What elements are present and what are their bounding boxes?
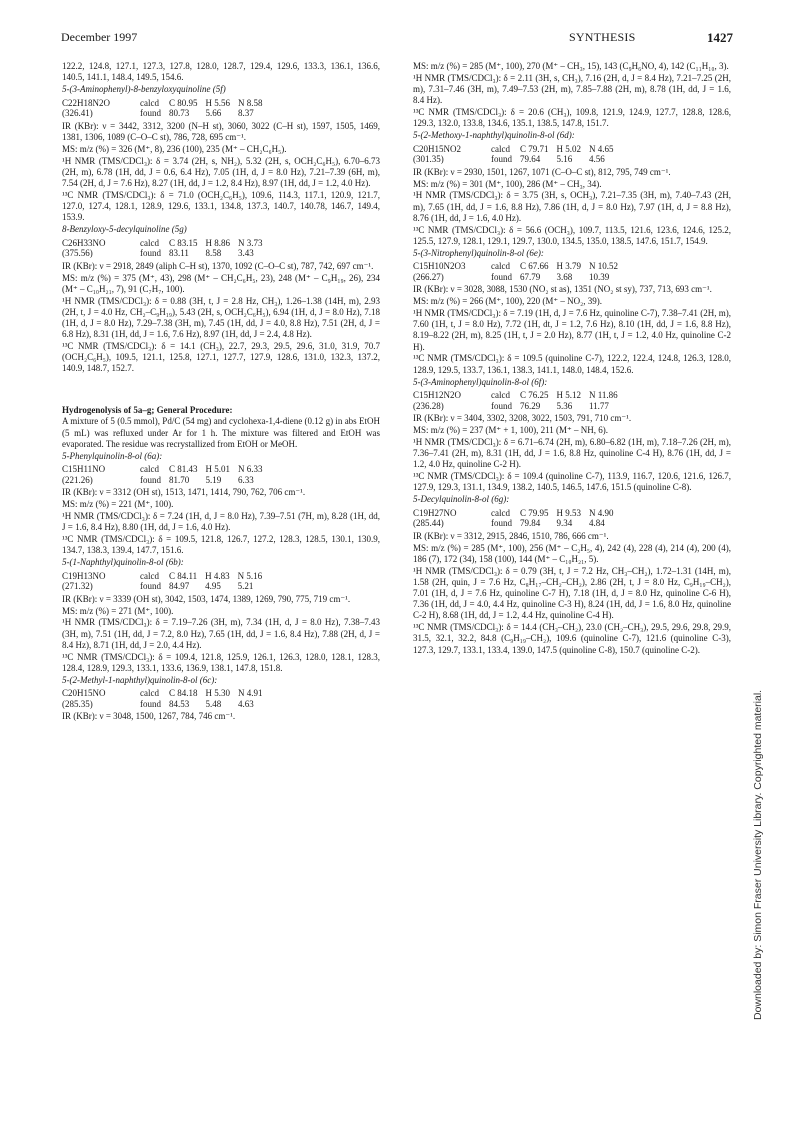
compound-6c-section [62, 675, 380, 723]
analysis-cell: N 10.52 [589, 261, 619, 272]
analysis-cell: N 3.73 [238, 237, 263, 248]
analysis-cell: 5.19 [205, 474, 222, 485]
hnmr-data: ¹H NMR (TMS/CDCl₃): δ = 0.88 (3H, t, J = 2.8 Hz, CH₃), 1.26–1.38 (14H, m), 2.93 (2H, t, J = 4.0 Hz, CH₂–C₉H₁₉), 5.43 (2H, s, OCH₂C₆H₅), 6.94 (1H, d, J = 8.0 Hz), 7.18 (1H, d, J = 8.0 Hz), 7.29–7.38 (3H, m), 7.45 (1H, dd, J = 4.0, 8.8 Hz), 7.51 (2H, d, J = 6.8 Hz), 8.31 (1H, dd, J = 1.6, 7.6 Hz), 8.97 (1H, dd, J = 2.4, 4.8 Hz). [62, 295, 380, 340]
ms-data: MS: m/z (%) = 301 (M⁺, 100), 286 (M⁺ – CH₃, 34). [413, 178, 602, 189]
cnmr-data: ¹³C NMR (TMS/CDCl₃): δ = 109.4, 121.8, 125.9, 126.1, 126.3, 128.0, 128.1, 128.3, 128.4, 128.9, 129.3, 133.1, 133.6, 136.9, 138.1, 147.8, 151.8. [62, 651, 380, 673]
compound-title: 5-(2-Methyl-1-naphthyl)quinolin-8-ol (6c): [62, 675, 218, 685]
hnmr-data: ¹H NMR (TMS/CDCl₃): δ = 6.71–6.74 (2H, m), 6.80–6.82 (1H, m), 7.18–7.26 (2H, m), 7.36–7.41 (2H, m), 8.31 (1H, dd, J = 1.6, 8.8 Hz, quinoline C-4 H), 8.76 (1H, dd, J = 1.2, 4.0 Hz, quinoline C-2 H). [413, 436, 731, 470]
ir-data: IR (KBr): ν = 3028, 3088, 1530 (NO₂ st as), 1351 (NO₂ st sy), 737, 713, 693 cm⁻¹. [413, 284, 712, 295]
hnmr-data: ¹H NMR (TMS/CDCl₃): δ = 3.74 (2H, s, NH₂), 5.32 (2H, s, OCH₂C₆H₅), 6.70–6.73 (2H, m), 6.78 (1H, dd, J = 0.6, 6.4 Hz), 7.05 (1H, d, J = 8.0 Hz), 7.21–7.39 (6H, m), 7.54 (2H, d, J = 7.6 Hz), 8.27 (1H, dd, J = 1.2, 8.4 Hz), 8.97 (1H, dd, J = 1.2, 4.0 Hz). [62, 155, 380, 188]
analysis-cell: 81.70 [169, 474, 190, 485]
analysis-cell: H 5.30 [205, 688, 231, 699]
analysis-cell: found [491, 271, 512, 282]
analysis-cell: C15H12N2O [413, 390, 462, 400]
compound-title: 8-Benzyloxy-5-decylquinoline (5g) [62, 224, 187, 235]
analysis-cell: N 4.90 [589, 507, 614, 518]
cnmr-data: ¹³C NMR (TMS/CDCl₃): δ = 109.4 (quinoline C-7), 113.9, 116.7, 120.6, 121.6, 126.7, 127.9, 129.3, 131.1, 134.9, 138.2, 140.5, 146.5, 147.6, 151.5 (quinoline C-8). [413, 470, 731, 493]
compound-title: 5-Phenylquinolin-8-ol (6a): [62, 451, 163, 462]
analysis-cell: N 4.65 [589, 143, 614, 154]
analysis-cell: C20H15NO2 [413, 143, 462, 154]
analysis-cell: C22H18N2O [62, 97, 111, 108]
analysis-cell: C 84.11 [169, 570, 198, 581]
ms-data: MS: m/z (%) = 285 (M⁺, 100), 270 (M⁺ – CH₃, 15), 143 (C₉H₆NO, 4), 142 (C₁₁H₁₀, 3). [413, 61, 729, 71]
analysis-cell: 67.79 [520, 271, 541, 282]
ms-data: MS: m/z (%) = 271 (M⁺, 100). [62, 605, 174, 616]
analysis-row-calcd [413, 261, 626, 272]
analysis-cell: 80.73 [169, 108, 190, 119]
cnmr-data: ¹³C NMR (TMS/CDCl₃): δ = 109.5 (quinoline C-7), 122.2, 122.4, 124.8, 126.3, 128.0, 128.9, 129.5, 133.7, 136.1, 138.3, 141.1, 148.0, 148.4, 152.6. [413, 353, 731, 375]
analysis-cell: H 5.56 [205, 97, 231, 108]
analysis-cell: found [140, 248, 161, 259]
analysis-row-calcd [62, 98, 271, 109]
hnmr-data: ¹H NMR (TMS/CDCl₃): δ = 3.75 (3H, s, OCH₃), 7.21–7.35 (3H, m), 7.40–7.43 (2H, m), 7.65 (1H, dd, J = 1.6, 8.8 Hz), 7.86 (1H, d, J = 8.0 Hz), 7.97 (1H, d, J = 8.8 Hz), 8.76 (1H, dd, J = 1.6, 4.0 Hz). [413, 190, 731, 223]
analysis-cell: C 79.95 [520, 507, 549, 518]
analysis-cell: calcd [491, 261, 510, 272]
compound-title: 5-(2-Methoxy-1-naphthyl)quinolin-8-ol (6d): [413, 130, 575, 141]
elemental-analysis-table [413, 508, 622, 529]
analysis-row-found [62, 475, 271, 486]
analysis-cell: H 8.86 [205, 237, 231, 248]
compound-6e-section [413, 248, 731, 376]
compound-title: 5-(3-Aminophenyl)-8-benzyloxyquinoline (5f) [62, 84, 226, 95]
analysis-cell: H 5.01 [205, 464, 231, 475]
analysis-row-calcd [62, 571, 270, 582]
analysis-cell: 5.21 [237, 581, 254, 592]
ir-data: IR (KBr): ν = 3404, 3302, 3208, 3022, 1503, 791, 710 cm⁻¹. [413, 413, 632, 424]
analysis-cell: (266.27) [413, 271, 444, 282]
analysis-cell: 6.33 [238, 474, 254, 485]
analysis-cell: H 5.02 [556, 143, 582, 154]
analysis-cell: found [140, 474, 161, 485]
analysis-cell: found [491, 154, 512, 165]
page-number: 1427 [707, 30, 733, 45]
cnmr-data: ¹³C NMR (TMS/CDCl₃): δ = 20.6 (CH₃), 109.8, 121.9, 124.9, 127.7, 128.8, 128.6, 129.3, 132.0, 133.8, 134.6, 135.1, 138.5, 147.8, 151.7. [413, 107, 731, 129]
cnmr-data: ¹³C NMR (TMS/CDCl₃): δ = 14.4 (CH₃–CH₂), 23.0 (CH₂–CH₃), 29.5, 29.6, 29.8, 29.9, 31.5, 32.1, 32.2, 84.8 (C₉H₁₉–CH₂), 109.6 (quinoline C-7), 121.6 (quinoline C-3), 127.3, 129.7, 133.1, 133.4, 139.0, 147.5 (quinoline C-8), 150.7 (quinoline C-2). [413, 622, 731, 655]
analysis-cell: C 83.15 [169, 237, 198, 248]
analysis-cell: (375.56) [62, 248, 93, 259]
analysis-cell: calcd [140, 237, 159, 248]
analysis-cell: N 4.91 [238, 688, 263, 699]
analysis-cell: calcd [140, 570, 159, 581]
ms-data: MS: m/z (%) = 221 (M⁺, 100). [62, 499, 174, 510]
journal-name: SYNTHESIS [569, 30, 636, 44]
cnmr-data: ¹³C NMR (TMS/CDCl₃): δ = 109.5, 121.8, 126.7, 127.2, 128.3, 128.5, 130.1, 130.9, 134.7, 138.3, 139.4, 147.7, 151.6. [62, 534, 380, 556]
analysis-row-calcd [413, 144, 622, 155]
download-watermark: Downloaded by: Simon Fraser University Library. Copyrighted material. [752, 689, 764, 1020]
analysis-cell: 5.16 [556, 154, 573, 165]
analysis-cell: C26H33NO [62, 237, 106, 248]
analysis-cell: N 5.16 [237, 570, 263, 581]
compound-5f-section [62, 84, 380, 223]
compound-6c-continued [413, 61, 731, 129]
compound-6g-section [413, 494, 731, 655]
analysis-cell: found [140, 108, 161, 119]
hnmr-data: ¹H NMR (TMS/CDCl₃): δ = 0.79 (3H, t, J = 7.2 Hz, CH₃–CH₂), 1.72–1.31 (14H, m), 1.58 (2H, quin, J = 7.6 Hz, C₈H₁₇–CH₂–CH₂), 2.86 (2H, t, J = 8.0 Hz, C₉H₁₉–CH₂), 7.01 (1H, d, J = 7.6 Hz, quinoline C-7 H), 7.18 (1H, d, J = 8.0 Hz, quinoline C-6 H), 7.36 (1H, dd, J = 4.0, 4.4 Hz, quinoline C-3 H), 8.24 (1H, dd, J = 1.6, 8.0 Hz, quinoline C-2 H), 8.68 (1H, dd, J = 1.2, 4.4 Hz, quinoline C-4 H). [413, 565, 731, 621]
analysis-cell: 79.84 [520, 518, 541, 529]
analysis-cell: 4.84 [589, 518, 605, 529]
ir-data: IR (KBr): ν = 3312 (OH st), 1513, 1471, 1414, 790, 762, 706 cm⁻¹. [62, 487, 306, 498]
analysis-cell: (285.35) [62, 698, 93, 709]
ir-data: IR (KBr): ν = 3442, 3312, 3200 (N–H st), 3060, 3022 (C–H st), 1597, 1505, 1469, 1381, 1306, 1089 (C–O–C st), 786, 728, 695 cm⁻¹. [62, 120, 380, 142]
ms-data: MS: m/z (%) = 285 (M⁺, 100), 256 (M⁺ – C₂H₅, 4), 242 (4), 228 (4), 214 (4), 200 (4), 186 (7), 172 (34), 158 (100), 144 (M⁺ – C₁₀H₂₁, 5). [413, 542, 731, 564]
elemental-analysis-table [62, 98, 271, 119]
analysis-cell: found [491, 518, 512, 529]
procedure-heading: Hydrogenolysis of 5a–g; General Procedure: [62, 404, 233, 415]
analysis-row-found [413, 518, 622, 529]
elemental-analysis-table [413, 261, 626, 282]
analysis-cell: 83.11 [169, 248, 189, 259]
procedure-text: A mixture of 5 (0.5 mmol), Pd/C (54 mg) and cyclohexa-1,4-diene (0.12 g) in abs EtOH (5 mL) was refluxed under Ar for 1 h. The mixture was filtered and EtOH was evaporated. The residue was recrystallized from EtOH or MeOH. [62, 416, 380, 449]
analysis-cell: 5.36 [556, 400, 573, 411]
compound-title: 5-Decylquinolin-8-ol (6g): [413, 494, 510, 505]
analysis-cell: 4.63 [238, 698, 254, 709]
compound-5g-section [62, 224, 380, 374]
analysis-row-calcd [413, 390, 626, 401]
analysis-cell: found [491, 400, 512, 411]
ms-data: MS: m/z (%) = 375 (M⁺, 43), 298 (M⁺ – CH₂C₆H₅, 23), 248 (M⁺ – C₉H₁₉, 26), 234 (M⁺ – C₁₀H₂₁, 7), 91 (C₇H₇, 100). [62, 272, 380, 294]
analysis-cell: 10.39 [589, 271, 610, 282]
analysis-cell: C15H11NO [62, 464, 106, 475]
ir-data: IR (KBr): ν = 3339 (OH st), 3042, 1503, 1474, 1389, 1269, 790, 775, 719 cm⁻¹. [62, 593, 351, 604]
ir-data: IR (KBr): ν = 3312, 2915, 2846, 1510, 786, 666 cm⁻¹. [413, 530, 609, 541]
analysis-row-calcd [62, 238, 271, 249]
analysis-cell: 3.68 [556, 271, 573, 282]
cnmr-data: ¹³C NMR (TMS/CDCl₃): δ = 56.6 (OCH₃), 109.7, 113.5, 121.6, 123.6, 124.6, 125.2, 125.5, 127.9, 128.1, 129.1, 129.7, 130.0, 134.5, 135.0, 138.5, 147.6, 151.7, 154.9. [413, 224, 731, 246]
analysis-cell: C19H13NO [62, 570, 106, 581]
analysis-cell: (285.44) [413, 518, 444, 529]
elemental-analysis-table [413, 144, 622, 165]
elemental-analysis-table [62, 688, 271, 709]
analysis-cell: C 80.95 [169, 97, 198, 108]
analysis-row-found [62, 248, 271, 259]
analysis-cell: N 8.58 [238, 97, 263, 108]
analysis-cell: (301.35) [413, 154, 444, 165]
ir-data: IR (KBr): ν = 2918, 2849 (aliph C–H st), 1370, 1092 (C–O–C st), 787, 742, 697 cm⁻¹. [62, 260, 374, 271]
ir-data: IR (KBr): ν = 2930, 1501, 1267, 1071 (C–O–C st), 812, 795, 749 cm⁻¹. [413, 166, 671, 177]
compound-6f-section [413, 377, 731, 494]
hnmr-data: ¹H NMR (TMS/CDCl₃): δ = 7.24 (1H, d, J = 8.0 Hz), 7.39–7.51 (7H, m), 8.28 (1H, dd, J = 1.6, 8.4 Hz), 8.80 (1H, dd, J = 1.6, 4.0 Hz). [62, 511, 380, 533]
cnmr-data: ¹³C NMR (TMS/CDCl₃): δ = 14.1 (CH₃), 22.7, 29.3, 29.5, 29.6, 31.0, 31.9, 70.7 (OCH₂C₆H₅), 109.5, 121.1, 125.8, 127.1, 127.7, 127.9, 128.6, 131.0, 132.3, 137.2, 140.9, 148.7, 152.7. [62, 341, 380, 374]
page-header [61, 30, 733, 46]
analysis-cell: 84.97 [169, 581, 190, 592]
analysis-cell: calcd [140, 688, 159, 699]
hnmr-data: ¹H NMR (TMS/CDCl₃): δ = 7.19 (1H, d, J = 7.6 Hz, quinoline C-7), 7.38–7.41 (2H, m), 7.60 (1H, t, J = 8.0 Hz), 7.72 (1H, dt, J = 1.2, 7.6 Hz), 8.10 (1H, dd, J = 1.6, 8.8 Hz), 8.19–8.22 (2H, m), 8.25 (1H, t, J = 2.0 Hz), 8.77 (1H, t, J = 1.2, 4.0 Hz, quinoline C-2 H). [413, 307, 731, 352]
analysis-cell: 76.29 [520, 400, 541, 411]
right-column [413, 61, 731, 656]
analysis-row-found [413, 401, 626, 412]
analysis-cell: 4.95 [205, 581, 221, 592]
general-procedure-section [62, 405, 380, 450]
ms-data: MS: m/z (%) = 266 (M⁺, 100), 220 (M⁺ – NO₂, 39). [413, 296, 602, 307]
analysis-cell: (221.26) [62, 474, 93, 485]
analysis-cell: calcd [491, 143, 510, 154]
analysis-cell: 5.66 [205, 108, 222, 119]
analysis-cell: 11.77 [589, 400, 609, 411]
compound-title: 5-(3-Aminophenyl)quinolin-8-ol (6f): [413, 376, 548, 387]
analysis-cell: calcd [140, 97, 159, 108]
elemental-analysis-table [62, 571, 270, 592]
analysis-cell: N 6.33 [238, 464, 263, 475]
analysis-cell: calcd [140, 464, 159, 475]
cnmr-data: ¹³C NMR (TMS/CDCl₃): δ = 71.0 (OCH₂C₆H₅), 109.6, 114.3, 117.1, 120.9, 121.7, 127.0, 127.4, 128.1, 128.9, 129.6, 133.1, 134.8, 137.3, 140.7, 140.78, 146.7, 149.4, 153.9. [62, 189, 380, 223]
ms-data: MS: m/z (%) = 326 (M⁺, 8), 236 (100), 235 (M⁺ – CH₂C₆H₅). [62, 143, 287, 154]
analysis-row-calcd [413, 508, 622, 519]
analysis-cell: calcd [491, 390, 510, 400]
analysis-cell: found [140, 581, 161, 592]
analysis-cell: H 4.83 [205, 570, 230, 581]
issue-date: December 1997 [61, 30, 138, 44]
analysis-cell: C15H10N2O3 [413, 261, 466, 272]
analysis-cell: 8.37 [238, 108, 254, 119]
elemental-analysis-table [62, 238, 271, 259]
analysis-cell: 8.58 [205, 248, 222, 259]
analysis-cell: N 11.86 [589, 390, 618, 400]
analysis-cell: (326.41) [62, 108, 93, 119]
analysis-cell: C 84.18 [169, 688, 198, 699]
compound-title: 5-(3-Nitrophenyl)quinolin-8-ol (6e): [413, 248, 544, 258]
analysis-row-found [62, 581, 270, 592]
analysis-cell: C 67.66 [520, 261, 549, 272]
analysis-cell: C 81.43 [169, 464, 198, 475]
elemental-analysis-table [413, 390, 626, 411]
elemental-analysis-table [62, 464, 271, 485]
ms-data: MS: m/z (%) = 237 (M⁺ + 1, 100), 211 (M⁺ – NH, 6). [413, 424, 609, 435]
continued-cnmr-text: 122.2, 124.8, 127.1, 127.3, 127.8, 128.0, 128.7, 129.4, 129.6, 133.3, 136.1, 136.6, 140.5, 141.1, 148.4, 149.5, 154.6. [62, 61, 380, 83]
analysis-cell: H 3.79 [556, 261, 582, 272]
analysis-row-found [413, 272, 626, 283]
analysis-cell: 79.64 [520, 154, 541, 165]
compound-6d-section [413, 130, 731, 247]
ir-data: IR (KBr): ν = 3048, 1500, 1267, 784, 746 cm⁻¹. [62, 711, 236, 722]
analysis-cell: C20H15NO [62, 688, 106, 699]
analysis-cell: (236.28) [413, 400, 444, 411]
analysis-row-found [62, 699, 271, 710]
analysis-row-found [413, 154, 622, 165]
left-column [62, 61, 380, 723]
analysis-cell: 4.56 [589, 154, 605, 165]
hnmr-data: ¹H NMR (TMS/CDCl₃): δ = 7.19–7.26 (3H, m), 7.34 (1H, d, J = 8.0 Hz), 7.38–7.43 (3H, m), 7.51 (1H, dd, J = 7.2, 8.0 Hz), 7.65 (1H, dd, J = 1.6, 8.4 Hz), 7.88 (2H, d, J = 8.4 Hz), 8.71 (1H, dd, J = 2.0, 4.4 Hz). [62, 617, 380, 650]
analysis-cell: C 79.71 [520, 143, 549, 154]
analysis-cell: 84.53 [169, 698, 190, 709]
section-spacer [62, 375, 380, 393]
compound-6a-section [62, 451, 380, 556]
compound-title: 5-(1-Naphthyl)quinolin-8-ol (6b): [62, 557, 184, 568]
analysis-cell: 9.34 [556, 518, 573, 529]
analysis-cell: C 76.25 [520, 390, 549, 400]
analysis-row-calcd [62, 688, 271, 699]
analysis-cell: found [140, 698, 161, 709]
analysis-row-calcd [62, 464, 271, 475]
analysis-cell: 5.48 [205, 698, 222, 709]
analysis-row-found [62, 108, 271, 119]
analysis-cell: H 5.12 [556, 390, 582, 400]
analysis-cell: C19H27NO [413, 507, 457, 518]
analysis-cell: calcd [491, 507, 510, 518]
analysis-cell: (271.32) [62, 581, 93, 592]
analysis-cell: H 9.53 [556, 507, 582, 518]
compound-6b-section [62, 557, 380, 674]
hnmr-data: ¹H NMR (TMS/CDCl₃): δ = 2.11 (3H, s, CH₃), 7.16 (2H, d, J = 8.4 Hz), 7.21–7.25 (2H, m), 7.31–7.46 (3H, m), 7.49–7.53 (2H, m), 7.85–7.88 (2H, m), 8.78 (1H, dd, J = 1.6, 8.4 Hz). [413, 72, 731, 106]
analysis-cell: 3.43 [238, 248, 254, 259]
